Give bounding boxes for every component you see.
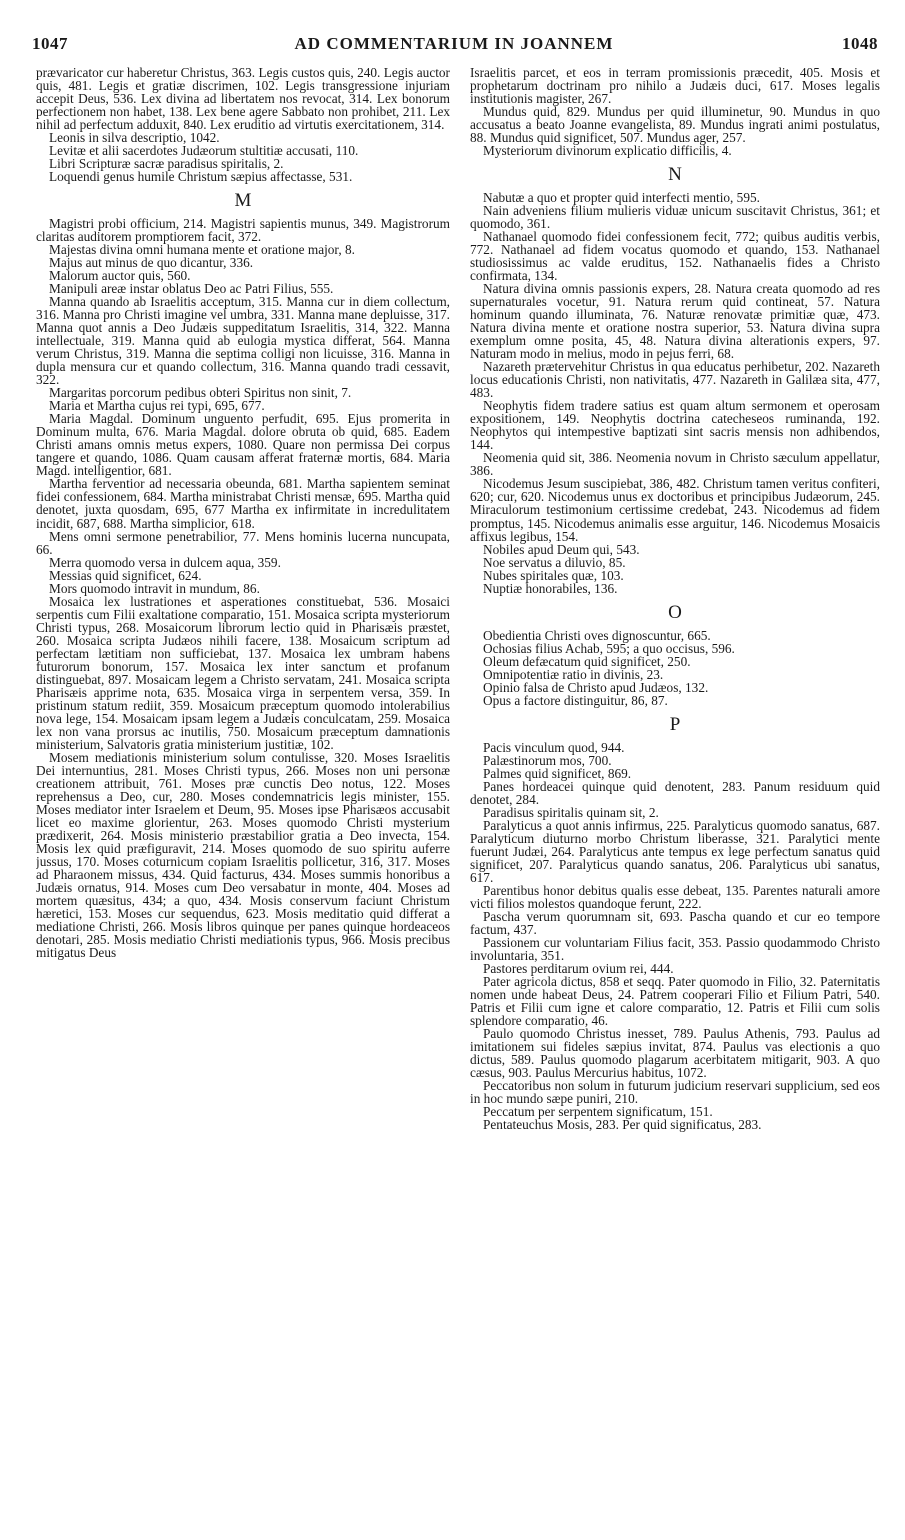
index-entry: Mosem mediationis ministerium solum contulisse, 320. Moses Israelitis Dei internuntius, 281. Moses Christi typus, 266. Moses non uni personæ creationem attribuit, 761. Moses præ cunctis Deo notus, 122. Moses reprehensus a Deo, cur, 280. Moses condemnatricis legis minister, 155. Moses mediator inter Israelem et Deum, 95. Moses ipse Pharisæos accusabit licet eo maxime glorientur, 263. Moses quomodo Christi mysterium prædixerit, 264. Mosis ministerio præstabilior gratia a Deo invecta, 154. Mosis lex quid præfiguravit, 214. Moses quomodo de suo spiritu auferre jussus, 170. Moses coturnicum copiam Israelitis pollicetur, 316, 317. Moses ad Pharaonem missus, 434. Quid facturus, 434. Moses summis honoribus a Judæis ornatus, 914. Moses cum Deo versabatur in monte, 404. Moses ad mortem quæsitus, 434; a quo, 434. Mosis conservum faciunt Christum hæretici, 153. Moses cur sequendus, 623. Mosis meditatio quid differat a mediatione Christi, 266. Mosis libros quinque per panes quinque hordeaceos denotari, 285. Mosis mediatio Christi mediationis typus, 966. Mosis precibus mitigatus Deus	[36, 749, 450, 961]
index-entry: Nicodemus Jesum suscipiebat, 386, 482. Christum tamen veritus confiteri, 620; cur, 620. Nicodemus unus ex doctoribus et principibus Judæorum, 245. Miraculorum testimonium certissime credebat, 243. Nicodemus ad fidem promptus, 145. Nicodemus animalis esse arguitur, 146. Nicodemus Mosaicis affixus legibus, 154.	[470, 476, 880, 544]
index-entry: Mors quomodo intravit in mundum, 86.	[49, 580, 260, 596]
index-entry: Pater agricola dictus, 858 et seqq. Pater quomodo in Filio, 32. Paternitatis nomen unde habeat Deus, 24. Patrem cooperari Filio et Filium Patri, 540. Patris et Filii cum igne et calore comparatio, 12. Patris et Filii cum solis splendore comparatio, 46.	[470, 973, 880, 1029]
index-entry: Natura divina omnis passionis expers, 28. Natura creata quomodo ad res supernaturales vocetur, 91. Natura rerum quid contineat, 57. Natura hominum quando illuminata, 76. Naturæ renovatæ primitiæ quæ, 473. Natura divina mente et oratione nostra superior, 53. Natura divina supra exemplum omne posita, 45, 48. Natura divina alterationis expers, 97. Naturam modo in melius, modo in pejus ferri, 68.	[470, 281, 880, 362]
index-entry: Nain adveniens filium mulieris viduæ unicum suscitavit Christus, 361; et quomodo, 361.	[470, 203, 880, 232]
index-entry: Maria Magdal. Dominum unguento perfudit, 695. Ejus promerita in Dominum multa, 676. Maria Magdal. dolore obruta ob quid, 685. Eadem Christi amans omnis metus expers, 1080. Quare non permissa Dei corpus tangere et quando, 1086. Quam causam afferat fraternæ mortis, 684. Maria Magd. intelligentior, 681.	[36, 411, 450, 479]
index-entry: Malorum auctor quis, 560.	[49, 268, 191, 284]
index-entry: Ochosias filius Achab, 595; a quo occisus, 596.	[483, 640, 735, 656]
index-entry: Messias quid significet, 624.	[49, 567, 202, 583]
index-entry: Nabutæ a quo et propter quid interfecti mentio, 595.	[483, 190, 760, 206]
index-entry: Neomenia quid sit, 386. Neomenia novum in Christo sæculum appellatur, 386.	[470, 450, 880, 479]
right-column	[470, 66, 880, 1500]
index-entry: Peccatum per serpentem significatum, 151.	[483, 1104, 713, 1120]
index-entry: Mysteriorum divinorum explicatio difficilis, 4.	[483, 143, 732, 159]
page-number-left: 1047	[32, 34, 68, 53]
index-entry: Martha ferventior ad necessaria obeunda, 681. Martha sapientem seminat fidei confessionem, 684. Martha ministrabat Christi mensæ, 695. Martha quid denotet, juxta quosdam, 695, 677 Martha ex infirmitate in incredulitatem incidit, 687, 688. Martha simplicior, 618.	[36, 476, 450, 531]
index-entry: Parentibus honor debitus qualis esse debeat, 135. Parentes naturali amore victi filios molestos quandoque ferunt, 222.	[470, 882, 880, 911]
running-title: AD COMMENTARIUM IN JOANNEM	[294, 34, 614, 53]
index-entry: Pentateuchus Mosis, 283. Per quid significatus, 283.	[483, 1117, 762, 1133]
index-entry: Nubes spiritales quæ, 103.	[483, 567, 624, 583]
index-entry: Paralyticus a quot annis infirmus, 225. Paralyticus quomodo sanatus, 687. Paralyticum diuturno morbo Christum liberasse, 321. Paralytici mente fuerunt Judæi, 264. Paralyticus ante tempus ex lege perfectum sanatus quid significet, 207. Paralyticus quando sanatus, 206. Paralyticus ubi sanatus, 617.	[470, 817, 880, 885]
index-entry: Omnipotentiæ ratio in divinis, 23.	[483, 666, 664, 682]
index-entry: Peccatoribus non solum in futurum judicium reservari supplicium, sed eos in hoc mundo sæpe puniri, 210.	[470, 1078, 880, 1107]
section-letter-m: M	[234, 190, 252, 212]
index-entry: Mundus quid, 829. Mundus per quid illuminetur, 90. Mundus in quo accusatus a beato Joanne evangelista, 89. Mundus ingrati animi postulatus, 88. Mundus quid significet, 507. Mundus ager, 257.	[470, 104, 880, 146]
index-entry: Manipuli areæ instar oblatus Deo ac Patri Filius, 555.	[49, 281, 334, 297]
index-entry: Panes hordeacei quinque quid denotent, 283. Panum residuum quid denotet, 284.	[470, 778, 880, 807]
index-entry: Mosaica lex lustrationes et asperationes constituebat, 536. Mosaici serpentis cum Filii exaltatione comparatio, 151. Mosaica scripta mysteriorum Christi typus, 268. Mosaicorum librorum lectio quid in Pharisæis præstet, 260. Mosaica scripta Judæos nihili facere, 138. Mosaicum scriptum ad perfectam lætitiam non sufficiebat, 137. Mosaica lex umbram habens futurorum bonorum, 157. Mosaica lex inter sanctum et profanum distinguebat, 897. Mosaicam legem a Christo servatam, 241. Mosaica scripta Pharisæis apprime nota, 635. Mosaica virga in serpentem versa, 359. In pristinum statum rediit, 359. Mosaicum præceptum quomodo intolerabilius nova lege, 154. Mosaicam ipsam legem a Judæis conculcatam, 259. Mosaica lex non vana prorsus ac inutilis, 750. Mosaicum præceptum damnationis ministerium, Salvatoris gratia ministerium justitiæ, 102.	[36, 593, 450, 752]
index-entry: prævaricator cur haberetur Christus, 363. Legis custos quis, 240. Legis auctor quis, 481. Legis et gratiæ discrimen, 102. Legis transgressione injuriam accepit Deus, 536. Lex divina ad libertatem nos revocat, 314. Lex bonorum perfectionem non habet, 138. Lex bene agere Sabbato non prohibet, 211. Lex nihil ad perfectum adduxit, 840. Lex eruditio ad virtutis exercitationem, 314.	[36, 66, 450, 133]
running-header	[30, 34, 878, 58]
index-entry: Passionem cur voluntariam Filius facit, 353. Passio quodammodo Christo involuntaria, 351.	[470, 934, 880, 963]
page-number-right: 1048	[842, 34, 878, 53]
index-entry: Nathanael quomodo fidei confessionem fecit, 772; quibus auditis verbis, 772. Nathanael ad fidem vocatus quomodo et quando, 153. Nathanael studiosissimus ac valde eruditus, 152. Nathanaelis fides a Christo confirmata, 134.	[470, 229, 880, 284]
index-entry: Noe servatus a diluvio, 85.	[483, 554, 626, 570]
index-entry: Nobiles apud Deum qui, 543.	[483, 541, 640, 557]
index-entry: Leonis in silva descriptio, 1042.	[49, 130, 220, 146]
index-entry: Oleum defæcatum quid significet, 250.	[483, 653, 691, 669]
index-entry: Opinio falsa de Christo apud Judæos, 132.	[483, 679, 709, 695]
index-entry: Maria et Martha cujus rei typi, 695, 677.	[49, 398, 265, 414]
index-entry: Manna quando ab Israelitis acceptum, 315. Manna cur in diem collectum, 316. Manna pro Christi imagine vel umbra, 331. Manna mane depluisse, 317. Manna quot annis a Deo Judæis suppeditatum Israelitis, 314, 322. Manna intellectuale, 319. Manna quid ab eulogia mystica differat, 564. Manna verum Christus, 319. Manna die septima colligi non licuisse, 316. Manna in dupla mensura cur et quando collectum, 316. Manna quando tradi cessavit, 322.	[36, 294, 450, 388]
index-entry: Palmes quid significet, 869.	[483, 765, 632, 781]
section-letter-n: N	[668, 164, 682, 186]
index-entry: Neophytis fidem tradere satius est quam altum sermonem et operosam expositionem, 149. Neophytis doctrina catecheseos ruminanda, 192. Neophytos qui intempestive baptizati sint sacris mensis non adhibendos, 144.	[470, 398, 880, 453]
index-entry: Nazareth prætervehitur Christus in qua educatus perhibetur, 202. Nazareth locus educationis Christi, non nativitatis, 477. Nazareth in Galilæa sita, 477, 483.	[470, 359, 880, 401]
index-entry: Levitæ et alii sacerdotes Judæorum stultitiæ accusati, 110.	[49, 143, 359, 159]
index-entry: Nuptiæ honorabiles, 136.	[483, 580, 618, 596]
index-entry: Loquendi genus humile Christum sæpius affectasse, 531.	[49, 169, 353, 185]
index-entry: Majestas divina omni humana mente et oratione major, 8.	[49, 242, 355, 258]
index-entry: Mens omni sermone penetrabilior, 77. Mens hominis lucerna nuncupata, 66.	[36, 528, 450, 557]
index-entry: Pacis vinculum quod, 944.	[483, 739, 625, 755]
index-entry: Opus a factore distinguitur, 86, 87.	[483, 692, 668, 708]
left-column	[36, 66, 450, 1500]
index-entry: Obedientia Christi oves dignoscuntur, 665.	[483, 627, 711, 643]
index-entry: Israelitis parcet, et eos in terram promissionis præcedit, 405. Mosis et prophetarum doctrinam pro nihilo a Judæis duci, 617. Moses legalis institutionis magister, 267.	[470, 66, 880, 107]
index-entry: Libri Scripturæ sacræ paradisus spiritalis, 2.	[49, 156, 284, 172]
section-letter-o: O	[668, 601, 682, 623]
section-letter-p: P	[669, 713, 681, 735]
index-entry: Paulo quomodo Christus inesset, 789. Paulus Athenis, 793. Paulus ad imitationem sui fideles sæpius invitat, 874. Paulus vas electionis a quo dictus, 589. Paulus quomodo plagarum acerbitatem mitigarit, 903. A quo cæsus, 903. Paulus Mercurius habitus, 1072.	[470, 1026, 880, 1081]
index-entry: Magistri probi officium, 214. Magistri sapientis munus, 349. Magistrorum claritas auditorem promptiorem facit, 372.	[36, 216, 450, 245]
index-entry: Paradisus spiritalis quinam sit, 2.	[483, 804, 659, 820]
index-entry: Merra quomodo versa in dulcem aqua, 359.	[49, 554, 281, 570]
index-entry: Majus aut minus de quo dicantur, 336.	[49, 255, 254, 271]
index-entry: Palæstinorum mos, 700.	[483, 752, 612, 768]
index-entry: Pascha verum quorumnam sit, 693. Pascha quando et cur eo tempore factum, 437.	[470, 908, 880, 937]
index-entry: Pastores perditarum ovium rei, 444.	[483, 960, 674, 976]
index-entry: Margaritas porcorum pedibus obteri Spiritus non sinit, 7.	[49, 385, 352, 401]
